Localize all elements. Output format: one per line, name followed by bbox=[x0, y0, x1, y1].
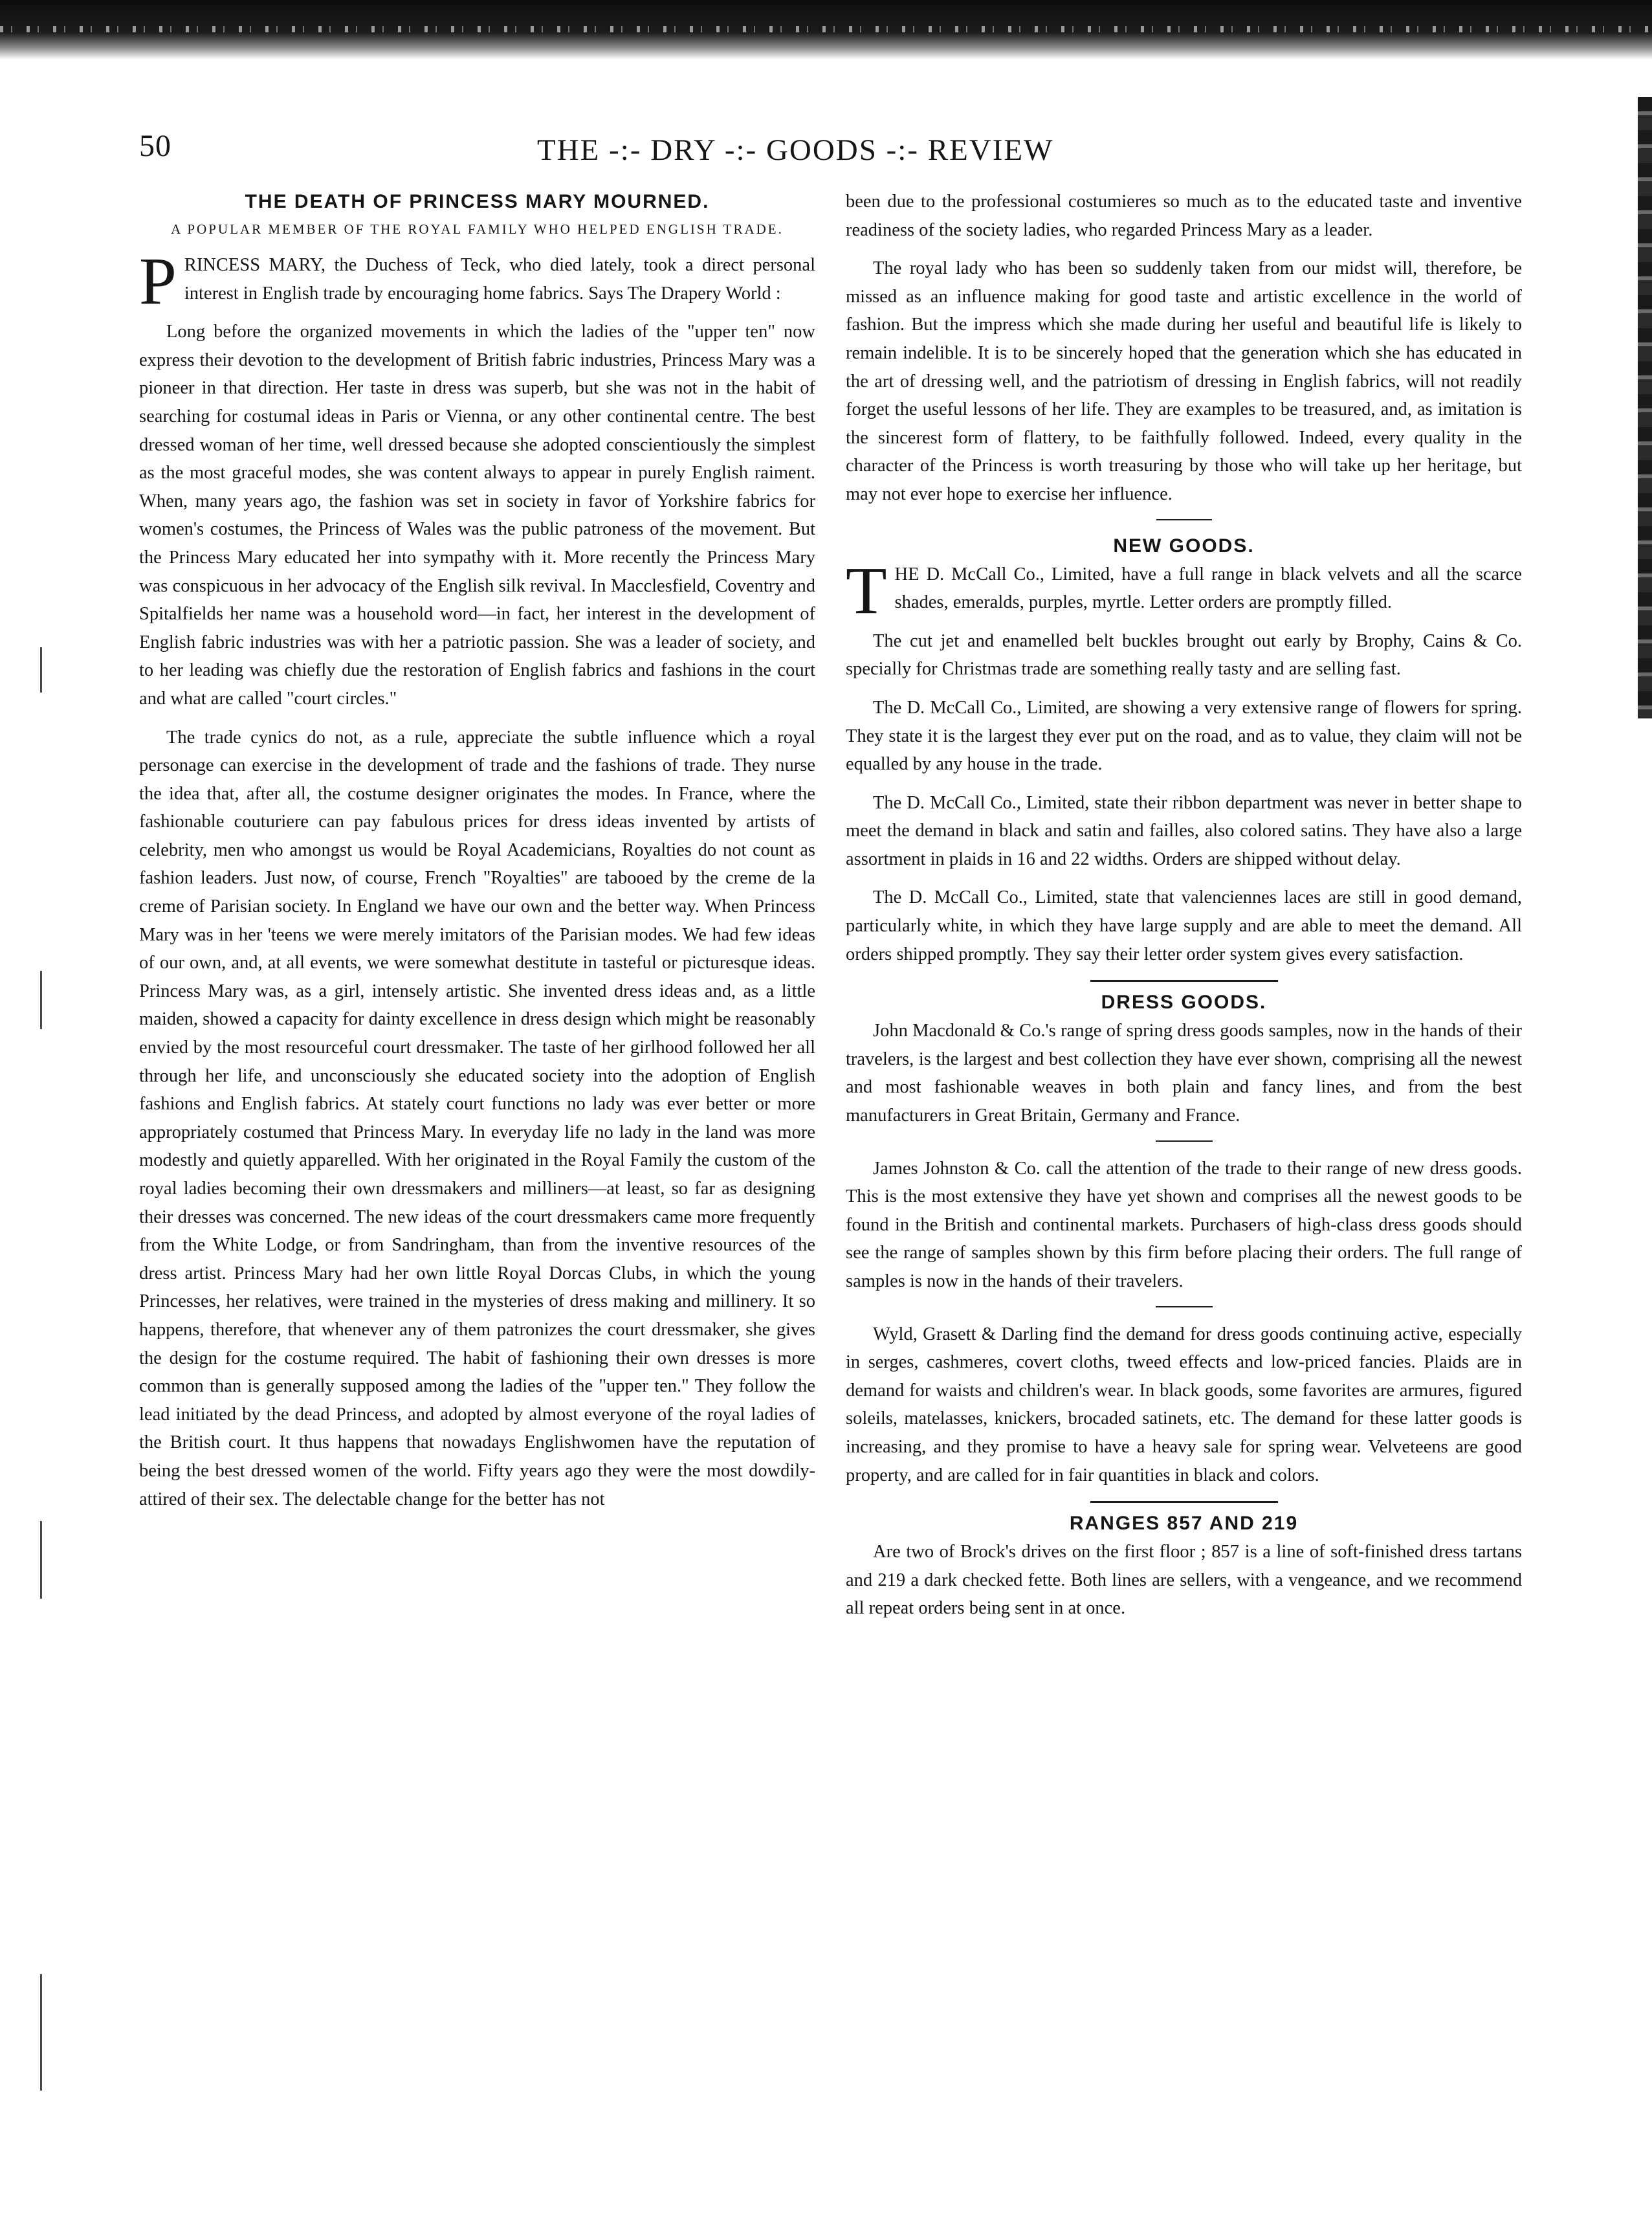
section-heading-new-goods: NEW GOODS. bbox=[1113, 535, 1255, 557]
scan-mark bbox=[40, 647, 42, 693]
article-paragraph: James Johnston & Co. call the attention of the trade to their range of new dress goods. This is the most extensive they have yet shown and comprises all the newest goods to be found in the British and continental markets. Purchasers of high-class dress goods should see the range of samples shown by this firm before placing their orders. The full range of samples is now in the hands of their travelers. bbox=[846, 1158, 1522, 1291]
article-paragraph: The royal lady who has been so suddenly taken from our midst will, therefore, be missed as an influence making for good taste and artistic excellence in the world of fashion. But the impress which she made during her useful and beautiful life is likely to remain indelible. It is to be sincerely hoped that the generation which she has educated in the art of dressing well, and the patriotism of dressing in English fabrics, will not readily forget the useful lessons of her life. They are examples to be treasured, and, as imitation is the sincerest form of flattery, to be faithfully followed. Indeed, every quality in the character of the Princess is worth treasuring by those who will take up her heritage, but may not ever hope to exercise her influence. bbox=[846, 258, 1522, 504]
page-number: 50 bbox=[139, 129, 171, 163]
section-heading-ranges: RANGES 857 AND 219 bbox=[1069, 1513, 1299, 1535]
article-subtitle: A POPULAR MEMBER OF THE ROYAL FAMILY WHO HELPED ENGLISH TRADE. bbox=[171, 221, 784, 237]
article-title: THE DEATH OF PRINCESS MARY MOURNED. bbox=[245, 191, 710, 212]
scan-mark bbox=[40, 1974, 42, 2091]
section-divider bbox=[1090, 980, 1278, 982]
article-paragraph: Long before the organized movements in which the ladies of the "upper ten" now express their devotion to the development of British fabric industries, Princess Mary was a pioneer in that direction. Her taste in dress was superb, but she was not in the habit of searching for costumal ideas in Paris or Vienna, or any other continental centre. The best dressed woman of her time, well dressed because she adopted conscientiously the simplest as the most graceful modes, she was content always to appear in purely English raiment. When, many years ago, the fashion was set in society in favor of Yorkshire fabrics for women's costumes, the Princess of Wales was the public patroness of the movement. But the Princess Mary educated her into sympathy with it. More recently the Princess Mary was conspicuous in her advocacy of the English silk revival. In Macclesfield, Coventry and Spitalfields her name was a household word—in fact, her interest in the development of English fabric industries was with her a patriotic passion. She was a leader of society, and to her leading was chiefly due the restoration of English fabrics and fashions in the court and what are called "court circles." bbox=[139, 322, 815, 709]
scan-border-right bbox=[1638, 97, 1652, 718]
drop-cap: P bbox=[139, 244, 177, 318]
running-head: THE -:- DRY -:- GOODS -:- REVIEW bbox=[537, 133, 1054, 167]
article-paragraph: The D. McCall Co., Limited, state that valenciennes laces are still in good demand, particularly white, in which they have large supply and are able to meet the demand. All orders shipped promptly. They say their letter order system gives every satisfaction. bbox=[846, 887, 1522, 964]
paragraph-text: RINCESS MARY, the Duchess of Teck, who died lately, took a direct personal interest in English trade by encouraging home fabrics. Says The Drapery World : bbox=[184, 255, 815, 304]
drop-cap: T bbox=[846, 553, 887, 628]
article-paragraph: been due to the professional costumieres so much as to the educated taste and inventive readiness of the society ladies, who regarded Princess Mary as a leader. bbox=[846, 192, 1522, 240]
article-paragraph bbox=[139, 244, 815, 318]
paragraph-divider bbox=[1156, 1306, 1213, 1307]
right-column bbox=[846, 188, 1522, 1633]
article-paragraph: The trade cynics do not, as a rule, appreciate the subtle influence which a royal personage can exercise in the development of trade and the fashions of trade. They nurse the idea that, after all, the costume designer originates the modes. In France, where the fashionable couturiere can pay fabulous prices for dress ideas invented by artists of celebrity, men who amongst us would be Royal Academicians, Royalties do not count as fashion leaders. Just now, of course, French "Royalties" are tabooed by the creme de la creme of Parisian society. In England we have our own and the better way. When Princess Mary was in her 'teens we were merely imitators of the Parisian modes. We had few ideas of our own, and, at all events, we were somewhat destitute in tasteful or picturesque ideas. Princess Mary was, as a girl, intensely artistic. She invented dress ideas and, as a little maiden, showed a capacity for dainty excellence in dress design which might be reasonably envied by the most resourceful court dressmaker. The taste of her girlhood followed her all through her life, and unconsciously she educated society into the adoption of English fashions and English fabrics. At stately court functions no lady was ever better or more appropriately costumed that Princess Mary. In everyday life no lady in the land was more modestly and quietly apparelled. With her originated in the Royal Family the custom of the royal ladies becoming their own dressmakers and milliners—at least, so far as designing their dresses was concerned. The new ideas of the court dressmakers came more frequently from the White Lodge, or from Sandringham, than from the inventive resources of the dress artist. Princess Mary had her own little Royal Dorcas Clubs, in which the young Princesses, her relatives, were trained in the mysteries of dress making and millinery. It so happens, therefore, that whenever any of them patronizes the court dressmaker, she gives the design for the costume required. The habit of fashioning their own dresses is more common than is generally supposed among the ladies of the "upper ten." They follow the lead initiated by the dead Princess, and adopted by almost everyone of the royal ladies of the British court. It thus happens that nowadays Englishwomen have the reputation of being the best dressed women of the world. Fifty years ago they were the most dowdily-attired of their sex. The delectable change for the better has not bbox=[139, 727, 815, 1509]
scan-mark bbox=[40, 971, 42, 1029]
article-paragraph: The D. McCall Co., Limited, state their ribbon department was never in better shape to meet the demand in black and satin and failles, also colored satins. They have also a large assortment in plaids in 16 and 22 widths. Orders are shipped without delay. bbox=[846, 792, 1522, 869]
scan-border-top bbox=[0, 0, 1652, 60]
article-paragraph: The D. McCall Co., Limited, are showing a very extensive range of flowers for spring. They state it is the largest they ever put on the road, and as to value, they claim will not be equalled by any house in the trade. bbox=[846, 697, 1522, 775]
section-heading-dress-goods: DRESS GOODS. bbox=[1101, 992, 1267, 1014]
article-paragraph: Are two of Brock's drives on the first floor ; 857 is a line of soft-finished dress tartans and 219 a dark checked fette. Both lines are sellers, with a vengeance, and we recommend all repeat orders being sent in at once. bbox=[846, 1542, 1522, 1619]
scan-mark bbox=[40, 1521, 42, 1599]
section-divider bbox=[1090, 1501, 1278, 1503]
paragraph-text: HE D. McCall Co., Limited, have a full range in black velvets and all the scarce shades, emeralds, purples, myrtle. Letter orders are promptly filled. bbox=[894, 564, 1522, 613]
article-paragraph bbox=[846, 553, 1522, 628]
article-paragraph: The cut jet and enamelled belt buckles brought out early by Brophy, Cains & Co. specially for Christmas trade are something really tasty and are selling fast. bbox=[846, 630, 1522, 680]
paragraph-divider bbox=[1156, 1140, 1213, 1142]
article-paragraph: Wyld, Grasett & Darling find the demand for dress goods continuing active, especially in serges, cashmeres, covert cloths, tweed effects and low-priced fancies. Plaids are in demand for waists and children's wear. In black goods, some favorites are armures, figured soleils, matelasses, knickers, brocaded satinets, etc. The demand for these latter goods is increasing, and they promise to have a heavy sale for spring wear. Velveteens are good property, and are called for in fair quantities in black and colors. bbox=[846, 1324, 1522, 1485]
left-column bbox=[139, 188, 815, 1524]
section-divider bbox=[1156, 519, 1212, 520]
article-paragraph: John Macdonald & Co.'s range of spring dress goods samples, now in the hands of their travelers, is the largest and best collection they have ever shown, comprising all the newest and most fashionable weaves in both plain and fancy lines, and from the best manufacturers in Great Britain, Germany and France. bbox=[846, 1021, 1522, 1126]
